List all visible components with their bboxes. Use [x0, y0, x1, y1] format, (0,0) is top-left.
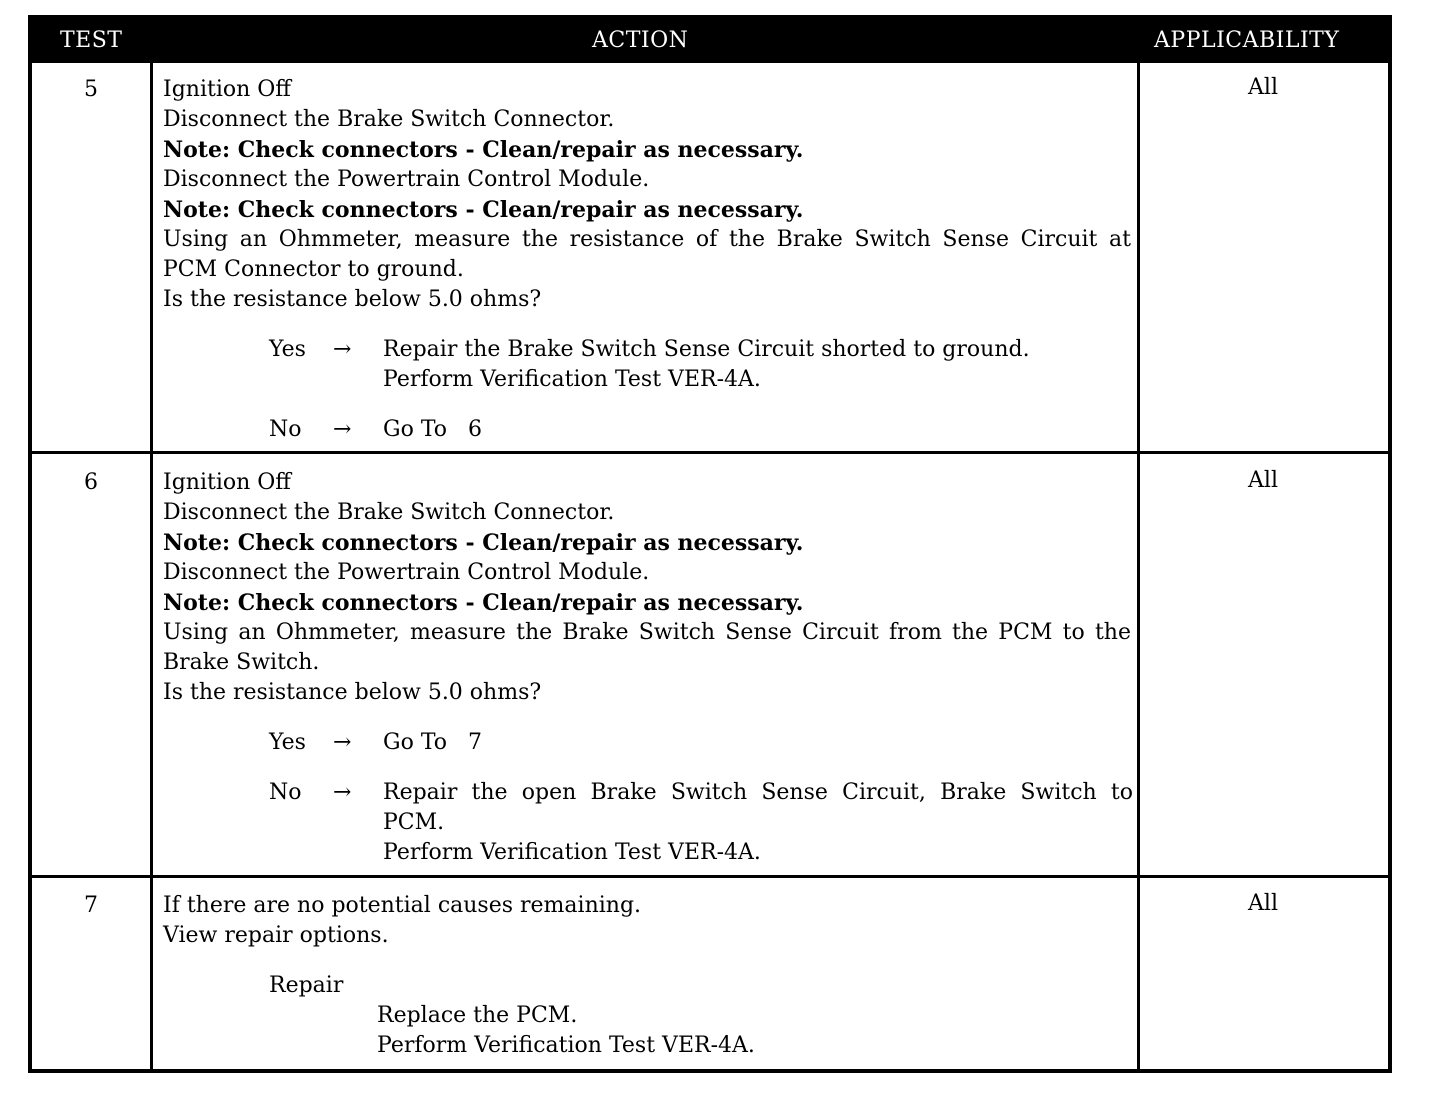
applicability-value: All — [1248, 468, 1278, 493]
test-number: 5 — [84, 77, 98, 102]
result-line: Go To 7 — [383, 730, 482, 755]
choice-no — [163, 778, 1131, 868]
result-line: Perform Verification Test VER-4A. — [383, 840, 761, 865]
repair-line: Perform Verification Test VER-4A. — [377, 1033, 755, 1058]
test-number: 7 — [84, 893, 98, 918]
action-line: Disconnect the Brake Switch Connector. — [163, 500, 615, 525]
column-divider — [150, 63, 153, 1069]
choice-label: No — [269, 417, 302, 442]
header-applicability: APPLICABILITY — [1154, 28, 1340, 53]
choice-result — [383, 778, 1133, 868]
table-header — [32, 19, 1388, 63]
choice-label: No — [269, 780, 302, 805]
action-line: Disconnect the Brake Switch Connector. — [163, 107, 615, 132]
test-number: 6 — [84, 470, 98, 495]
result-line: Repair the Brake Switch Sense Circuit shorted to ground. — [383, 337, 1030, 362]
result-line: Go To 6 — [383, 417, 482, 442]
action-line: Disconnect the Powertrain Control Module. — [163, 560, 650, 585]
choice-result — [383, 335, 1133, 395]
action-note: Note: Check connectors - Clean/repair as necessary. — [163, 197, 804, 223]
action-question: Is the resistance below 5.0 ohms? — [163, 287, 542, 312]
test-6-action — [163, 468, 1131, 868]
action-note: Note: Check connectors - Clean/repair as necessary. — [163, 137, 804, 163]
action-line: Using an Ohmmeter, measure the Brake Switch Sense Circuit from the PCM to the Brake Switch. — [163, 620, 1131, 675]
action-line: View repair options. — [163, 923, 389, 948]
row-divider — [32, 875, 1388, 878]
choice-result — [383, 728, 1133, 758]
applicability-value: All — [1248, 75, 1278, 100]
choice-no — [163, 415, 1131, 445]
arrow-icon: → — [333, 417, 352, 442]
choice-yes — [163, 335, 1131, 395]
action-line: Ignition Off — [163, 77, 291, 102]
action-line: Ignition Off — [163, 470, 291, 495]
action-line: Using an Ohmmeter, measure the resistance of the Brake Switch Sense Circuit at PCM Connector to ground. — [163, 227, 1131, 282]
diagnostic-table — [28, 15, 1392, 1073]
row-divider — [32, 451, 1388, 454]
test-5-action — [163, 75, 1131, 445]
arrow-icon: → — [333, 337, 352, 362]
header-test: TEST — [60, 28, 123, 53]
choice-result — [383, 415, 1133, 445]
action-line: If there are no potential causes remaining. — [163, 893, 642, 918]
action-line: Disconnect the Powertrain Control Module. — [163, 167, 650, 192]
action-note: Note: Check connectors - Clean/repair as necessary. — [163, 530, 804, 556]
result-line: Perform Verification Test VER-4A. — [383, 367, 761, 392]
action-question: Is the resistance below 5.0 ohms? — [163, 680, 542, 705]
choice-label: Yes — [269, 730, 306, 755]
arrow-icon: → — [333, 730, 352, 755]
test-7-action — [163, 891, 1131, 1061]
repair-label: Repair — [269, 973, 344, 998]
choice-label: Yes — [269, 337, 306, 362]
header-action: ACTION — [592, 28, 689, 53]
repair-line: Replace the PCM. — [377, 1003, 578, 1028]
action-note: Note: Check connectors - Clean/repair as necessary. — [163, 590, 804, 616]
choice-yes — [163, 728, 1131, 758]
arrow-icon: → — [333, 780, 352, 805]
applicability-value: All — [1248, 891, 1278, 916]
result-line: Repair the open Brake Switch Sense Circuit, Brake Switch to PCM. — [383, 780, 1133, 835]
